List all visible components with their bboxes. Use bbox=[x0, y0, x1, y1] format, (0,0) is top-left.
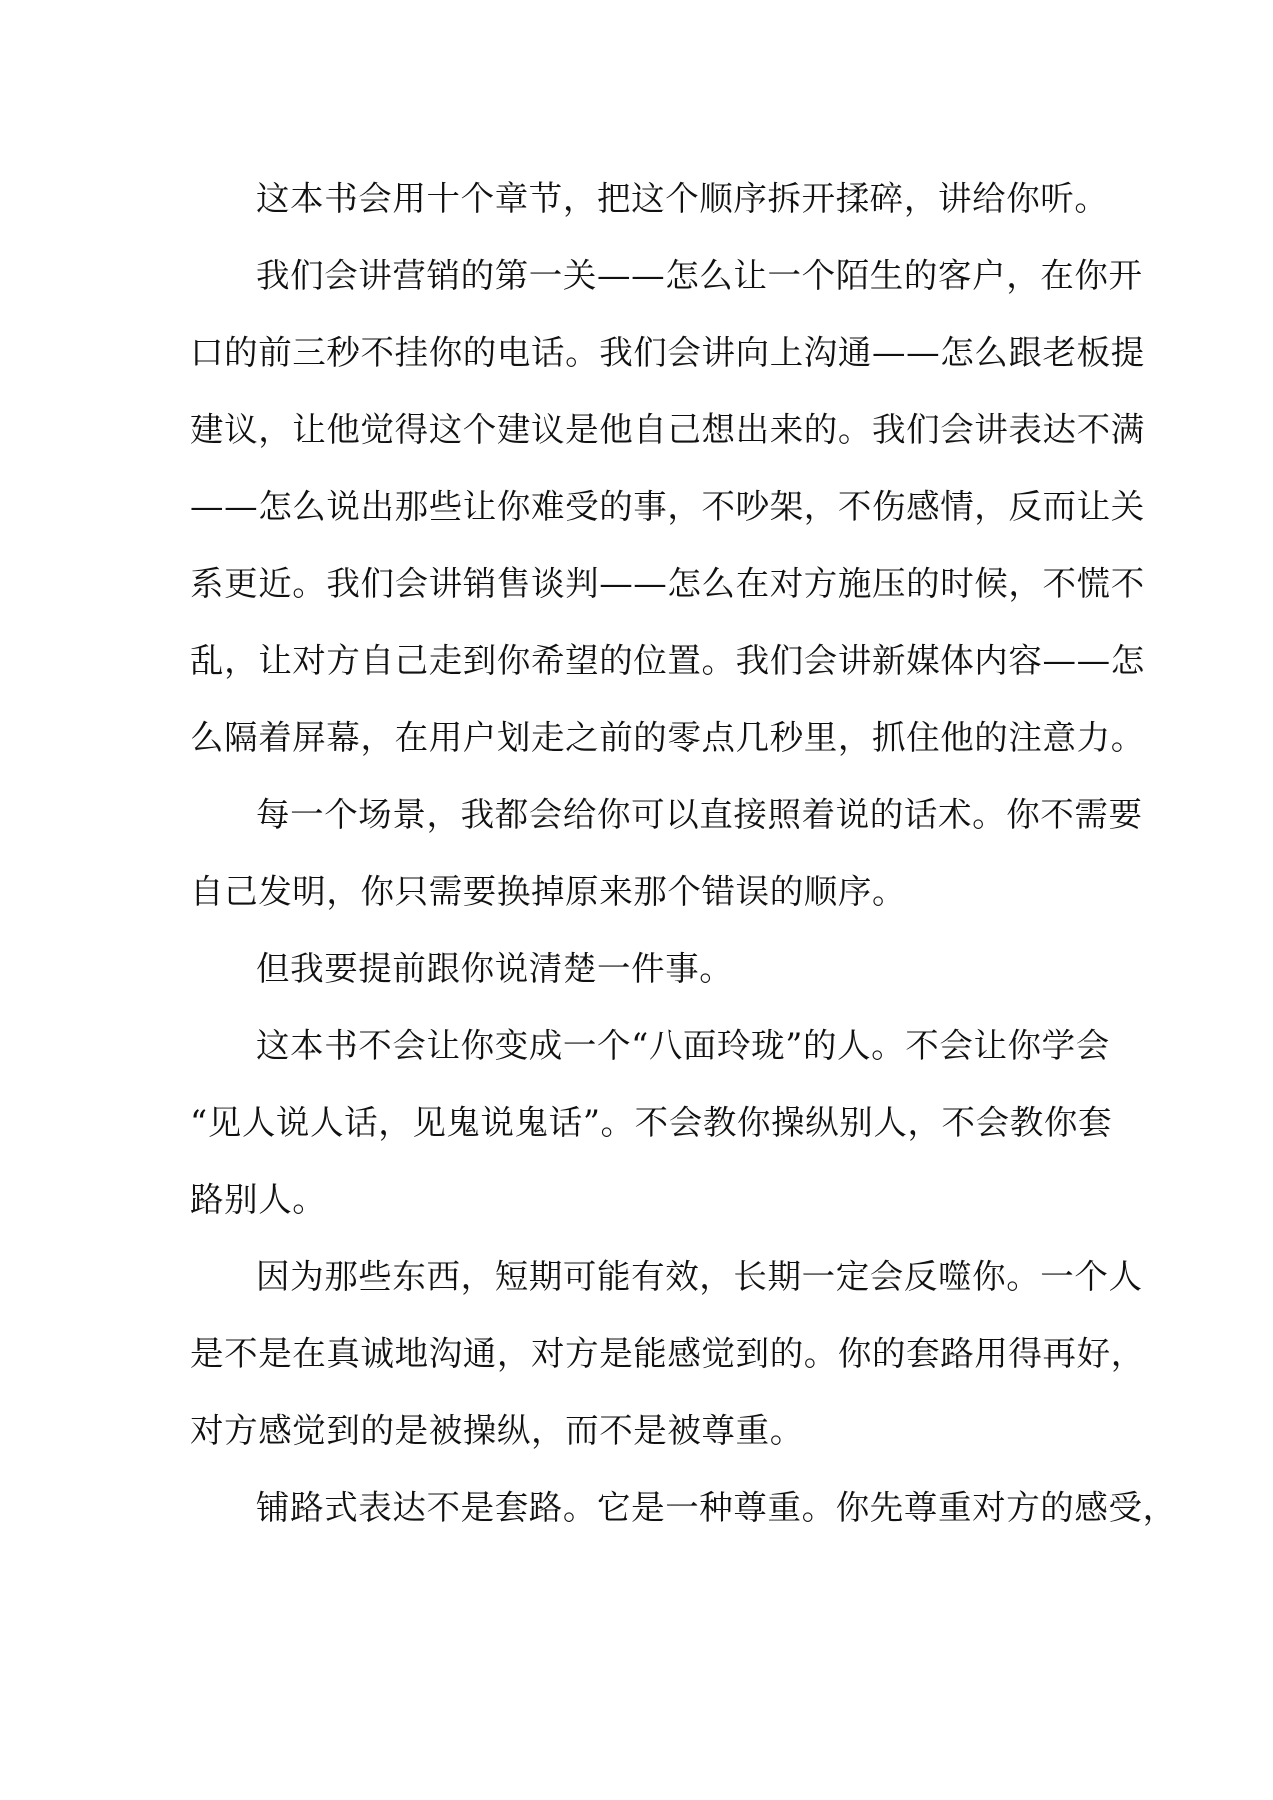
text-line: 么隔着屏幕，在用户划走之前的零点几秒里，抓住他的注意力。 bbox=[190, 718, 1145, 757]
text-line: 口的前三秒不挂你的电话。我们会讲向上沟通——怎么跟老板提 bbox=[190, 333, 1145, 372]
text-line: 是不是在真诚地沟通，对方是能感觉到的。你的套路用得再好， bbox=[190, 1334, 1145, 1373]
text-line: 我们会讲营销的第一关——怎么让一个陌生的客户，在你开 bbox=[256, 256, 1143, 295]
text-line: 但我要提前跟你说清楚一件事。 bbox=[256, 949, 734, 988]
text-line: 每一个场景，我都会给你可以直接照着说的话术。你不需要 bbox=[256, 795, 1143, 834]
text-line: “见人说人话，见鬼说鬼话”。不会教你操纵别人，不会教你套 bbox=[190, 1103, 1113, 1142]
text-line: ——怎么说出那些让你难受的事，不吵架，不伤感情，反而让关 bbox=[190, 487, 1145, 526]
body-text bbox=[190, 160, 1177, 1546]
text-line: 建议，让他觉得这个建议是他自己想出来的。我们会讲表达不满 bbox=[190, 410, 1145, 449]
text-line: 这本书不会让你变成一个“八面玲珑”的人。不会让你学会 bbox=[256, 1026, 1110, 1065]
text-line: 因为那些东西，短期可能有效，长期一定会反噬你。一个人 bbox=[256, 1257, 1143, 1296]
text-line: 对方感觉到的是被操纵，而不是被尊重。 bbox=[190, 1411, 804, 1450]
text-line: 路别人。 bbox=[190, 1180, 327, 1219]
text-line: 这本书会用十个章节，把这个顺序拆开揉碎，讲给你听。 bbox=[256, 179, 1109, 218]
text-line: 乱，让对方自己走到你希望的位置。我们会讲新媒体内容——怎 bbox=[190, 641, 1145, 680]
text-line: 自己发明，你只需要换掉原来那个错误的顺序。 bbox=[190, 872, 907, 911]
text-line: 系更近。我们会讲销售谈判——怎么在对方施压的时候，不慌不 bbox=[190, 564, 1145, 603]
text-line: 铺路式表达不是套路。它是一种尊重。你先尊重对方的感受， bbox=[256, 1488, 1177, 1527]
